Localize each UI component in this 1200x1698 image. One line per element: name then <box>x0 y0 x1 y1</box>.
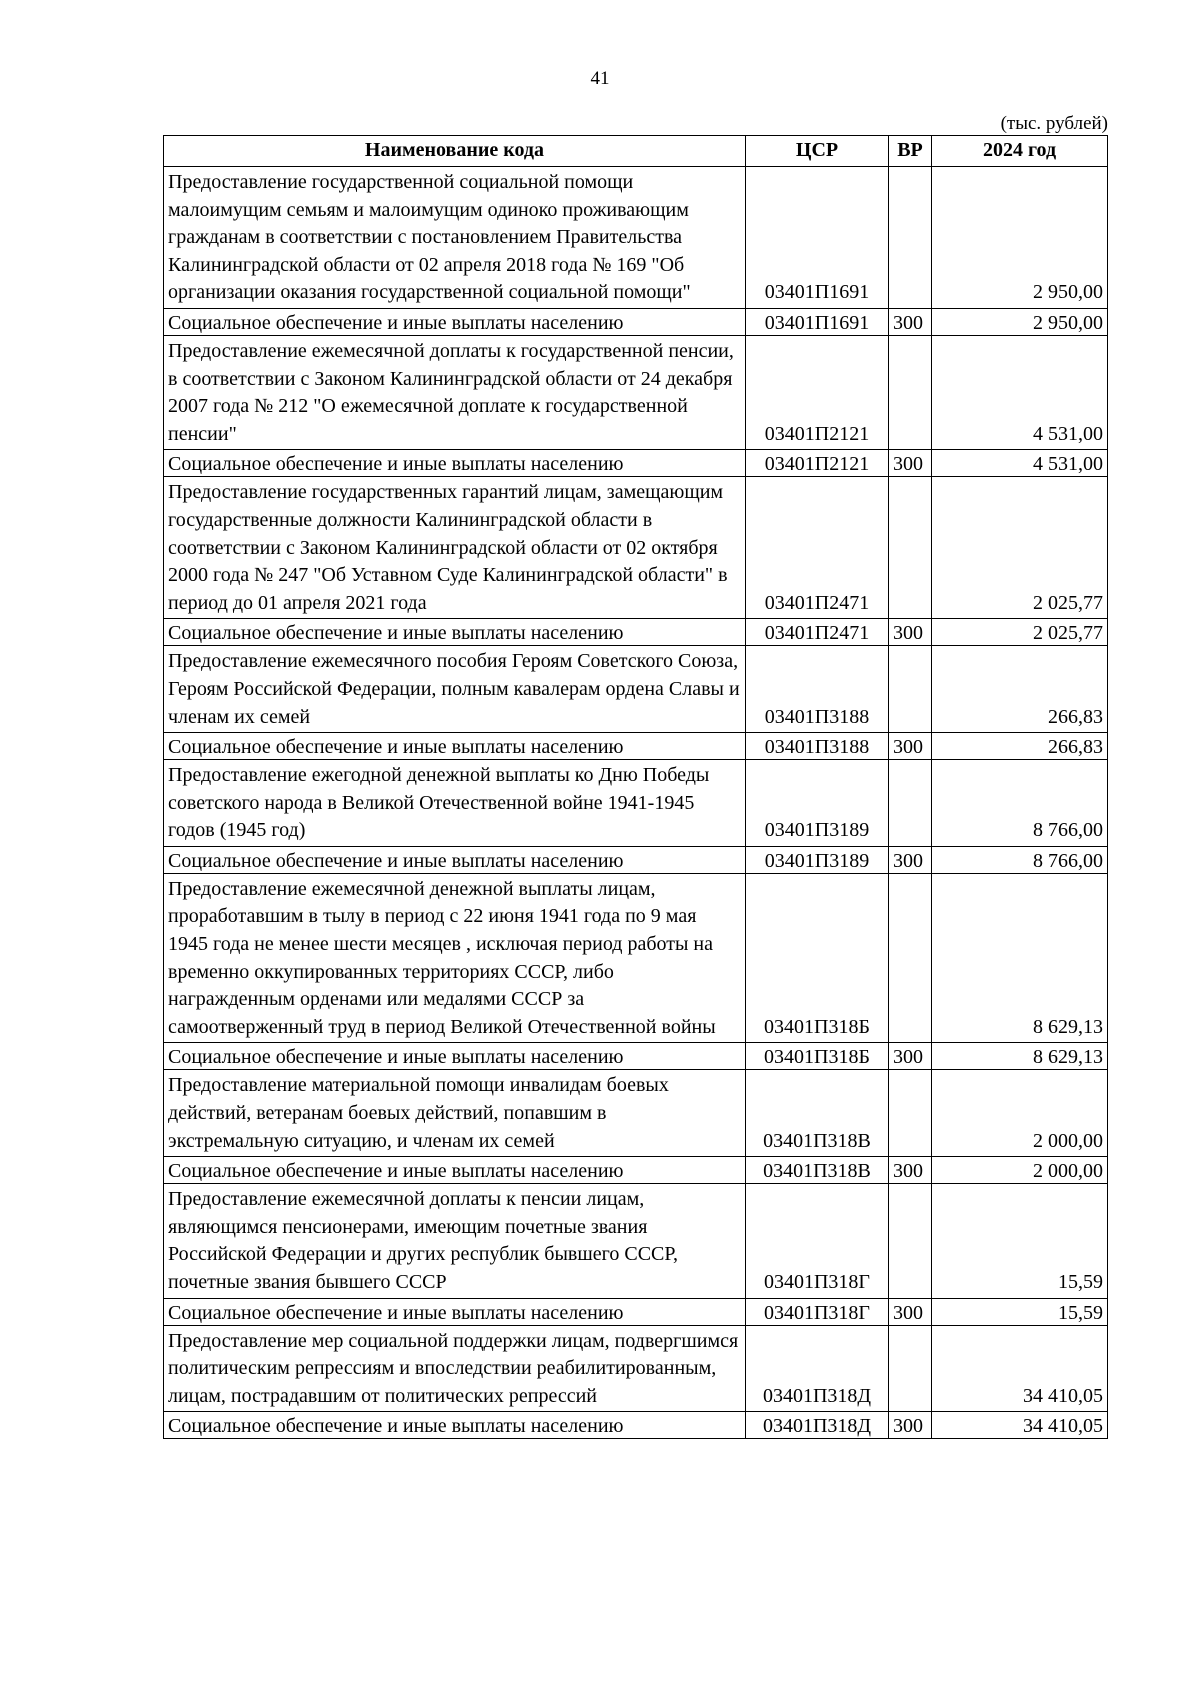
row-name: Предоставление материальной помощи инвалидам боевых действий, ветеранам боевых действий, попавшим в экстремальную ситуацию, и членам их семей <box>164 1070 746 1157</box>
row-csr: 03401П318Б <box>746 1043 889 1070</box>
table-row <box>164 1157 1108 1184</box>
row-name: Социальное обеспечение и иные выплаты населению <box>164 619 746 646</box>
row-csr: 03401П318Г <box>746 1184 889 1298</box>
row-csr: 03401П318Д <box>746 1412 889 1439</box>
row-amount: 2 950,00 <box>932 308 1108 335</box>
units-label: (тыс. рублей) <box>1000 113 1108 134</box>
table-row <box>164 1184 1108 1298</box>
table-row <box>164 167 1108 309</box>
table-row <box>164 1043 1108 1070</box>
row-csr: 03401П3189 <box>746 846 889 873</box>
row-amount: 4 531,00 <box>932 335 1108 449</box>
row-csr: 03401П1691 <box>746 167 889 309</box>
row-name: Предоставление мер социальной поддержки лицам, подвергшимся политическим репрессиям и впоследствии реабилитированным, лицам, пострадавшим от политических репрессий <box>164 1325 746 1412</box>
row-name: Предоставление ежемесячного пособия Героям Советского Союза, Героям Российской Федерации, полным кавалерам ордена Славы и членам их семей <box>164 646 746 733</box>
row-csr: 03401П2471 <box>746 477 889 619</box>
table-header-row <box>164 136 1108 167</box>
row-csr: 03401П318Б <box>746 873 889 1043</box>
row-vr <box>889 760 932 847</box>
table-row <box>164 619 1108 646</box>
row-amount: 2 025,77 <box>932 477 1108 619</box>
row-amount: 8 766,00 <box>932 760 1108 847</box>
row-vr <box>889 167 932 309</box>
row-name: Социальное обеспечение и иные выплаты населению <box>164 308 746 335</box>
row-name: Предоставление ежемесячной доплаты к пенсии лицам, являющимся пенсионерами, имеющим почетные звания Российской Федерации и других республик бывшего СССР, почетные звания бывшего СССР <box>164 1184 746 1298</box>
row-amount: 34 410,05 <box>932 1412 1108 1439</box>
row-amount: 266,83 <box>932 733 1108 760</box>
table-row <box>164 1298 1108 1325</box>
row-csr: 03401П3188 <box>746 733 889 760</box>
row-csr: 03401П1691 <box>746 308 889 335</box>
row-amount: 8 629,13 <box>932 1043 1108 1070</box>
row-vr: 300 <box>889 1157 932 1184</box>
table-row <box>164 335 1108 449</box>
table-row <box>164 1412 1108 1439</box>
table-row <box>164 733 1108 760</box>
row-amount: 8 629,13 <box>932 873 1108 1043</box>
row-name: Социальное обеспечение и иные выплаты населению <box>164 1157 746 1184</box>
row-name: Предоставление ежемесячной доплаты к государственной пенсии, в соответствии с Законом Калининградской области от 24 декабря 2007 года № 212 "О ежемесячной доплате к государственной пенсии" <box>164 335 746 449</box>
row-vr <box>889 1184 932 1298</box>
row-vr <box>889 1070 932 1157</box>
table-row <box>164 308 1108 335</box>
header-year: 2024 год <box>932 136 1108 167</box>
row-csr: 03401П3188 <box>746 646 889 733</box>
row-vr: 300 <box>889 450 932 477</box>
header-csr: ЦСР <box>746 136 889 167</box>
table-row <box>164 760 1108 847</box>
row-vr <box>889 873 932 1043</box>
row-vr: 300 <box>889 1412 932 1439</box>
row-amount: 15,59 <box>932 1298 1108 1325</box>
row-amount: 2 950,00 <box>932 167 1108 309</box>
row-vr <box>889 1325 932 1412</box>
table-row <box>164 873 1108 1043</box>
row-name: Предоставление ежегодной денежной выплаты ко Дню Победы советского народа в Великой Отечественной войне 1941-1945 годов (1945 год) <box>164 760 746 847</box>
row-csr: 03401П2121 <box>746 450 889 477</box>
table-row <box>164 646 1108 733</box>
row-vr <box>889 477 932 619</box>
header-vr: ВР <box>889 136 932 167</box>
row-name: Предоставление государственных гарантий лицам, замещающим государственные должности Калининградской области в соответствии с Законом Калининградской области от 02 октября 2000 года № 247 "Об Уставном Суде Калининградской области" в период до 01 апреля 2021 года <box>164 477 746 619</box>
row-vr: 300 <box>889 308 932 335</box>
row-csr: 03401П3189 <box>746 760 889 847</box>
row-amount: 2 025,77 <box>932 619 1108 646</box>
row-amount: 15,59 <box>932 1184 1108 1298</box>
row-amount: 8 766,00 <box>932 846 1108 873</box>
row-csr: 03401П318В <box>746 1070 889 1157</box>
row-vr: 300 <box>889 733 932 760</box>
row-amount: 266,83 <box>932 646 1108 733</box>
table-row <box>164 1070 1108 1157</box>
budget-table <box>163 135 1108 1439</box>
row-name: Социальное обеспечение и иные выплаты населению <box>164 1043 746 1070</box>
row-csr: 03401П2471 <box>746 619 889 646</box>
table-row <box>164 1325 1108 1412</box>
row-csr: 03401П318Д <box>746 1325 889 1412</box>
table-row <box>164 846 1108 873</box>
row-csr: 03401П318В <box>746 1157 889 1184</box>
row-name: Социальное обеспечение и иные выплаты населению <box>164 733 746 760</box>
row-name: Предоставление государственной социальной помощи малоимущим семьям и малоимущим одиноко проживающим гражданам в соответствии с постановлением Правительства Калининградской области от 02 апреля 2018 года № 169 "Об организации оказания государственной социальной помощи" <box>164 167 746 309</box>
row-amount: 4 531,00 <box>932 450 1108 477</box>
row-name: Социальное обеспечение и иные выплаты населению <box>164 450 746 477</box>
row-vr: 300 <box>889 1298 932 1325</box>
row-vr <box>889 335 932 449</box>
row-name: Социальное обеспечение и иные выплаты населению <box>164 1412 746 1439</box>
row-vr: 300 <box>889 619 932 646</box>
row-name: Социальное обеспечение и иные выплаты населению <box>164 846 746 873</box>
page-number: 41 <box>590 68 610 89</box>
header-name: Наименование кода <box>164 136 746 167</box>
row-amount: 34 410,05 <box>932 1325 1108 1412</box>
row-amount: 2 000,00 <box>932 1070 1108 1157</box>
row-vr: 300 <box>889 846 932 873</box>
row-vr <box>889 646 932 733</box>
row-vr: 300 <box>889 1043 932 1070</box>
table-row <box>164 477 1108 619</box>
row-name: Предоставление ежемесячной денежной выплаты лицам, проработавшим в тылу в период с 22 июня 1941 года по 9 мая 1945 года не менее шести месяцев , исключая период работы на временно оккупированных территориях СССР, либо награжденным орденами или медалями СССР за самоотверженный труд в период Великой Отечественной войны <box>164 873 746 1043</box>
row-csr: 03401П318Г <box>746 1298 889 1325</box>
table-row <box>164 450 1108 477</box>
row-name: Социальное обеспечение и иные выплаты населению <box>164 1298 746 1325</box>
row-csr: 03401П2121 <box>746 335 889 449</box>
row-amount: 2 000,00 <box>932 1157 1108 1184</box>
